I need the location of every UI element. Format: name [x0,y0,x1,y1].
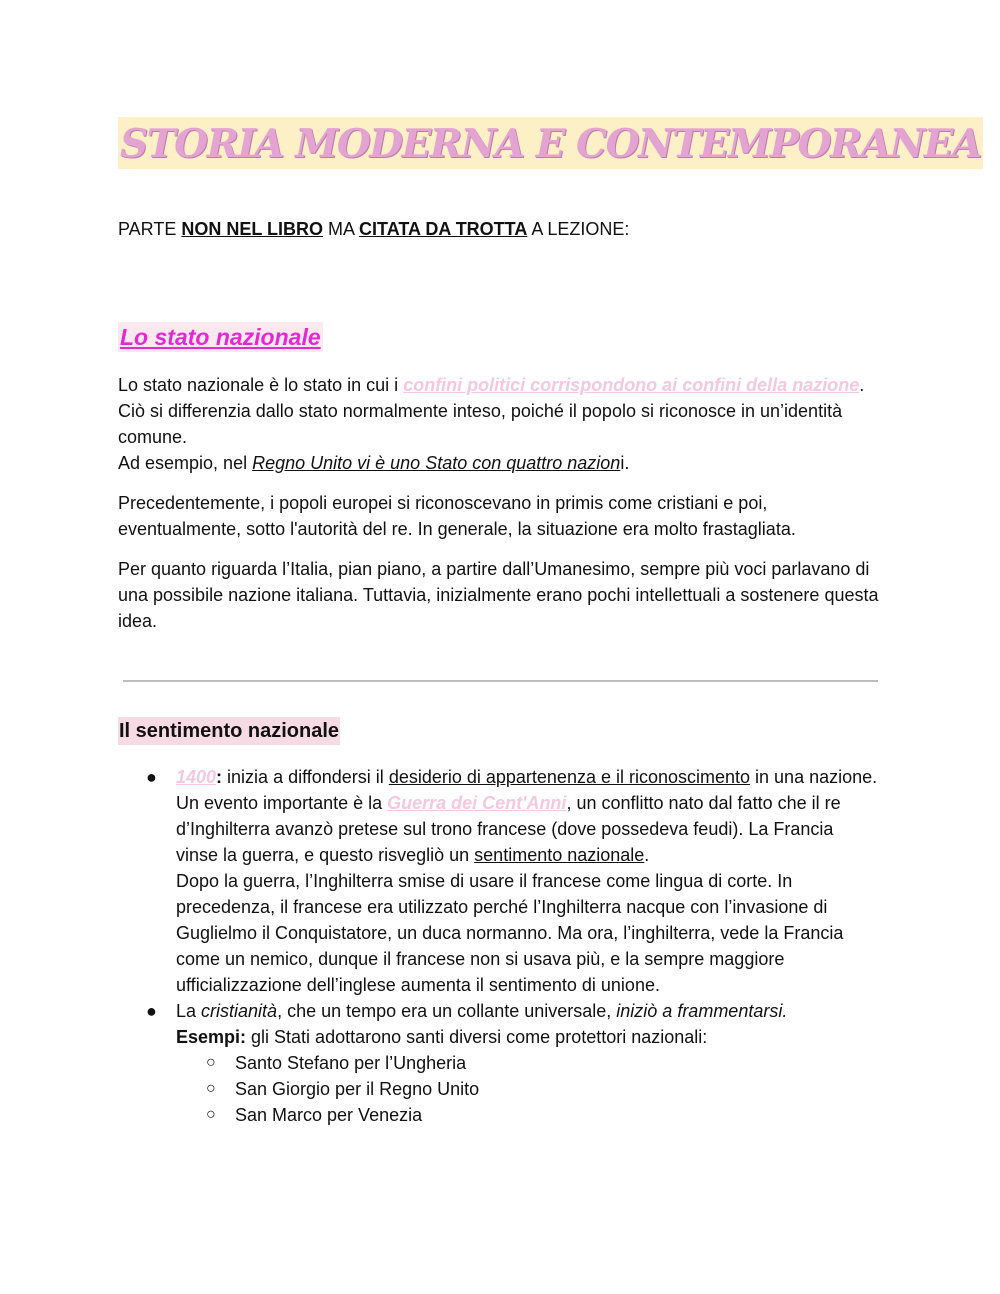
list-item-text [176,764,880,790]
list-item-text [176,790,880,868]
sub-list-item [118,1050,880,1076]
bullet-list [118,764,880,1128]
intro-line [118,216,629,242]
text: inizia a diffondersi il [222,767,389,787]
text: La [176,1001,202,1021]
circle-bullet-icon: ○ [206,1106,216,1123]
text: i. [620,453,630,473]
sub-list-item-text: Santo Stefano per l’Ungheria [235,1053,467,1073]
text: gli Stati adottarono santi diversi come protettori nazionali: [246,1027,708,1047]
text: . [644,845,650,865]
list-item-text [176,998,880,1024]
highlight-link-guerra[interactable]: Guerra dei Cent'Anni [387,793,567,813]
paragraph [118,372,880,450]
underlined-regno-unito: Regno Unito vi è uno Stato con quattro nazion [252,453,621,473]
list-item-text: Dopo la guerra, l’Inghilterra smise di usare il francese come lingua di corte. In precedenza, il francese era utilizzato perché l’Inghilterra nacque con l’invasione di Guglielmo il Conquistatore, un duca normanno. Ma ora, l’inghilterra, vede la Francia come un nemico, dunque il francese non si usava più, e la sempre maggiore ufficializzazione dell’inglese aumenta il sentimento di unione. [176,871,844,995]
horizontal-divider [123,680,878,682]
paragraph: Per quanto riguarda l’Italia, pian piano, a partire dall’Umanesimo, sempre più voci parlavano di una possibile nazione italiana. Tuttavia, inizialmente erano pochi intellettuali a sostenere questa idea. [118,559,879,631]
intro-bold-not-in-book: NON NEL LIBRO [181,219,324,239]
sub-list-item-text: San Marco per Venezia [235,1105,423,1125]
text: , un conflitto nato dal fatto che il re d’Inghilterra avanzò pretese sul trono francese (dove possedeva feudi). La Francia vinse la guerra, e questo risvegliò un [176,793,841,865]
paragraph [118,450,880,476]
heading-stato-nazionale: Lo stato nazionale [120,324,321,350]
text: Lo stato nazionale è lo stato in cui i [118,375,404,395]
intro-bold-cited: CITATA DA TROTTA [359,219,528,239]
circle-bullet-icon: ○ [206,1080,216,1097]
text: in una nazione. [750,767,878,787]
highlight-link-confini[interactable]: confini politici corrispondono ai confini della nazione [403,375,860,395]
list-item [118,764,880,998]
underlined-desiderio: desiderio di appartenenza e il riconoscimento [388,767,751,787]
circle-bullet-icon: ○ [206,1054,216,1071]
examples-label: Esempi: [176,1027,247,1047]
intro-text: MA [323,219,360,239]
bullet-icon: ● [146,767,157,787]
paragraph: Precedentemente, i popoli europei si riconoscevano in primis come cristiani e poi, eventualmente, sotto l'autorità del re. In generale, la situazione era molto frastagliata. [118,493,796,539]
list-item [118,998,880,1050]
sub-list-item [118,1102,880,1128]
bullet-icon: ● [146,1001,157,1021]
highlight-link-1400[interactable]: 1400 [176,767,217,787]
list-item-text [176,1024,880,1050]
intro-text: A LEZIONE: [527,219,630,239]
text: : [216,767,223,787]
document-title: STORIA MODERNA E CONTEMPORANEA [118,117,983,169]
sub-list-item-text: San Giorgio per il Regno Unito [235,1079,480,1099]
text: . Ciò si differenzia dallo stato normalmente inteso, poiché il popolo si riconosce in un’identità comune. [118,375,865,447]
text: , che un tempo era un collante universale, [277,1001,617,1021]
text: Ad esempio, nel [118,453,253,473]
italic-text: cristianità [201,1001,278,1021]
heading-sentimento-nazionale: Il sentimento nazionale [118,717,340,745]
text: Un evento importante è la [176,793,388,813]
underlined-sentimento: sentimento nazionale [474,845,645,865]
intro-text: PARTE [118,219,182,239]
sub-list-item [118,1076,880,1102]
section-stato-nazionale [118,372,880,634]
italic-text: iniziò a frammentarsi. [616,1001,788,1021]
